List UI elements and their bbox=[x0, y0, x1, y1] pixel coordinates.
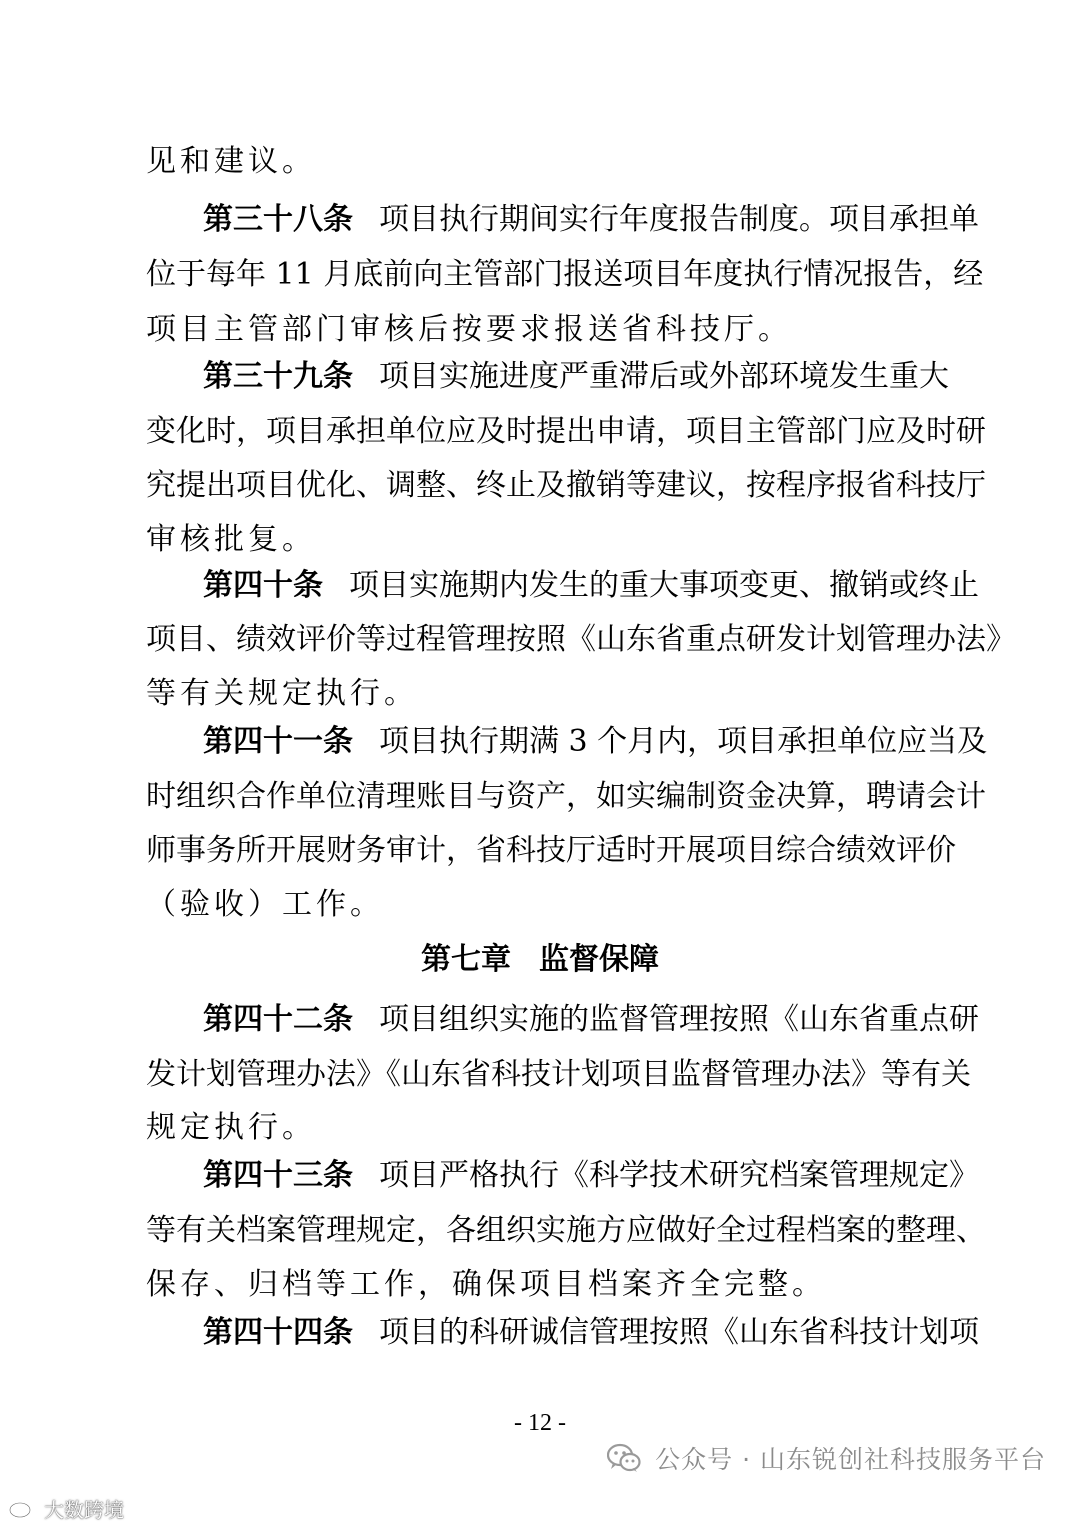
watermark bbox=[607, 1438, 1046, 1478]
paragraph-line bbox=[203, 566, 979, 606]
paragraph-text: 项目的科研诚信管理按照《山东省科技计划项 bbox=[379, 1315, 979, 1350]
paragraph-line: （验收）工作。 bbox=[146, 887, 384, 922]
weibo-icon bbox=[8, 1497, 38, 1519]
article-heading: 第四十一条 bbox=[203, 724, 353, 759]
paragraph-line: 规定执行。 bbox=[146, 1110, 316, 1145]
article-heading: 第四十条 bbox=[203, 568, 323, 603]
paragraph-line: 项目主管部门审核后按要求报送省科技厅。 bbox=[146, 312, 792, 347]
paragraph-text: 项目组织实施的监督管理按照《山东省重点研 bbox=[379, 1002, 979, 1037]
article-heading: 第四十三条 bbox=[203, 1158, 353, 1193]
paragraph-line: 审核批复。 bbox=[146, 522, 316, 557]
page-number: - 12 - bbox=[514, 1410, 566, 1436]
paragraph-line: 时组织合作单位清理账目与资产，如实编制资金决算，聘请会计 bbox=[146, 779, 986, 814]
paragraph-line: 位于每年 11 月底前向主管部门报送项目年度执行情况报告，经 bbox=[146, 257, 984, 292]
paragraph-line bbox=[203, 1156, 979, 1196]
article-heading: 第三十九条 bbox=[203, 359, 353, 394]
paragraph-line: 项目、绩效评价等过程管理按照《山东省重点研发计划管理办法》 bbox=[146, 622, 1016, 657]
paragraph-line bbox=[203, 722, 988, 762]
article-heading: 第四十四条 bbox=[203, 1315, 353, 1350]
corner-watermark bbox=[8, 1494, 124, 1522]
chapter-heading bbox=[0, 940, 1080, 980]
paragraph-text: 项目执行期间实行年度报告制度。项目承担单 bbox=[379, 202, 979, 237]
paragraph-line: 等有关规定执行。 bbox=[146, 676, 418, 711]
paragraph-line bbox=[203, 1000, 979, 1040]
chapter-title: 监督保障 bbox=[539, 942, 659, 977]
paragraph-line: 发计划管理办法》《山东省科技计划项目监督管理办法》等有关 bbox=[146, 1057, 971, 1092]
chapter-number: 第七章 bbox=[421, 942, 511, 977]
paragraph-text: 项目实施进度严重滞后或外部环境发生重大 bbox=[379, 359, 949, 394]
watermark-text: 公众号 · 山东锐创社科技服务平台 bbox=[655, 1445, 1046, 1474]
paragraph-line bbox=[203, 1313, 979, 1353]
paragraph-line: 师事务所开展财务审计，省科技厅适时开展项目综合绩效评价 bbox=[146, 833, 956, 868]
paragraph-line: 见和建议。 bbox=[146, 144, 316, 179]
paragraph-line: 等有关档案管理规定，各组织实施方应做好全过程档案的整理、 bbox=[146, 1213, 986, 1248]
paragraph-text: 项目实施期内发生的重大事项变更、撤销或终止 bbox=[349, 568, 979, 603]
paragraph-line: 究提出项目优化、调整、终止及撤销等建议，按程序报省科技厅 bbox=[146, 468, 986, 503]
paragraph-line bbox=[203, 357, 949, 397]
paragraph-text: 项目严格执行《科学技术研究档案管理规定》 bbox=[379, 1158, 979, 1193]
paragraph-text: 项目执行期满 3 个月内，项目承担单位应当及 bbox=[379, 724, 988, 759]
paragraph-line bbox=[203, 200, 979, 240]
paragraph-line: 保存、归档等工作，确保项目档案齐全完整。 bbox=[146, 1267, 826, 1302]
article-heading: 第三十八条 bbox=[203, 202, 353, 237]
paragraph-line: 变化时，项目承担单位应及时提出申请，项目主管部门应及时研 bbox=[146, 414, 986, 449]
wechat-icon bbox=[607, 1443, 641, 1473]
corner-watermark-text: 大数跨境 bbox=[44, 1497, 124, 1522]
article-heading: 第四十二条 bbox=[203, 1002, 353, 1037]
